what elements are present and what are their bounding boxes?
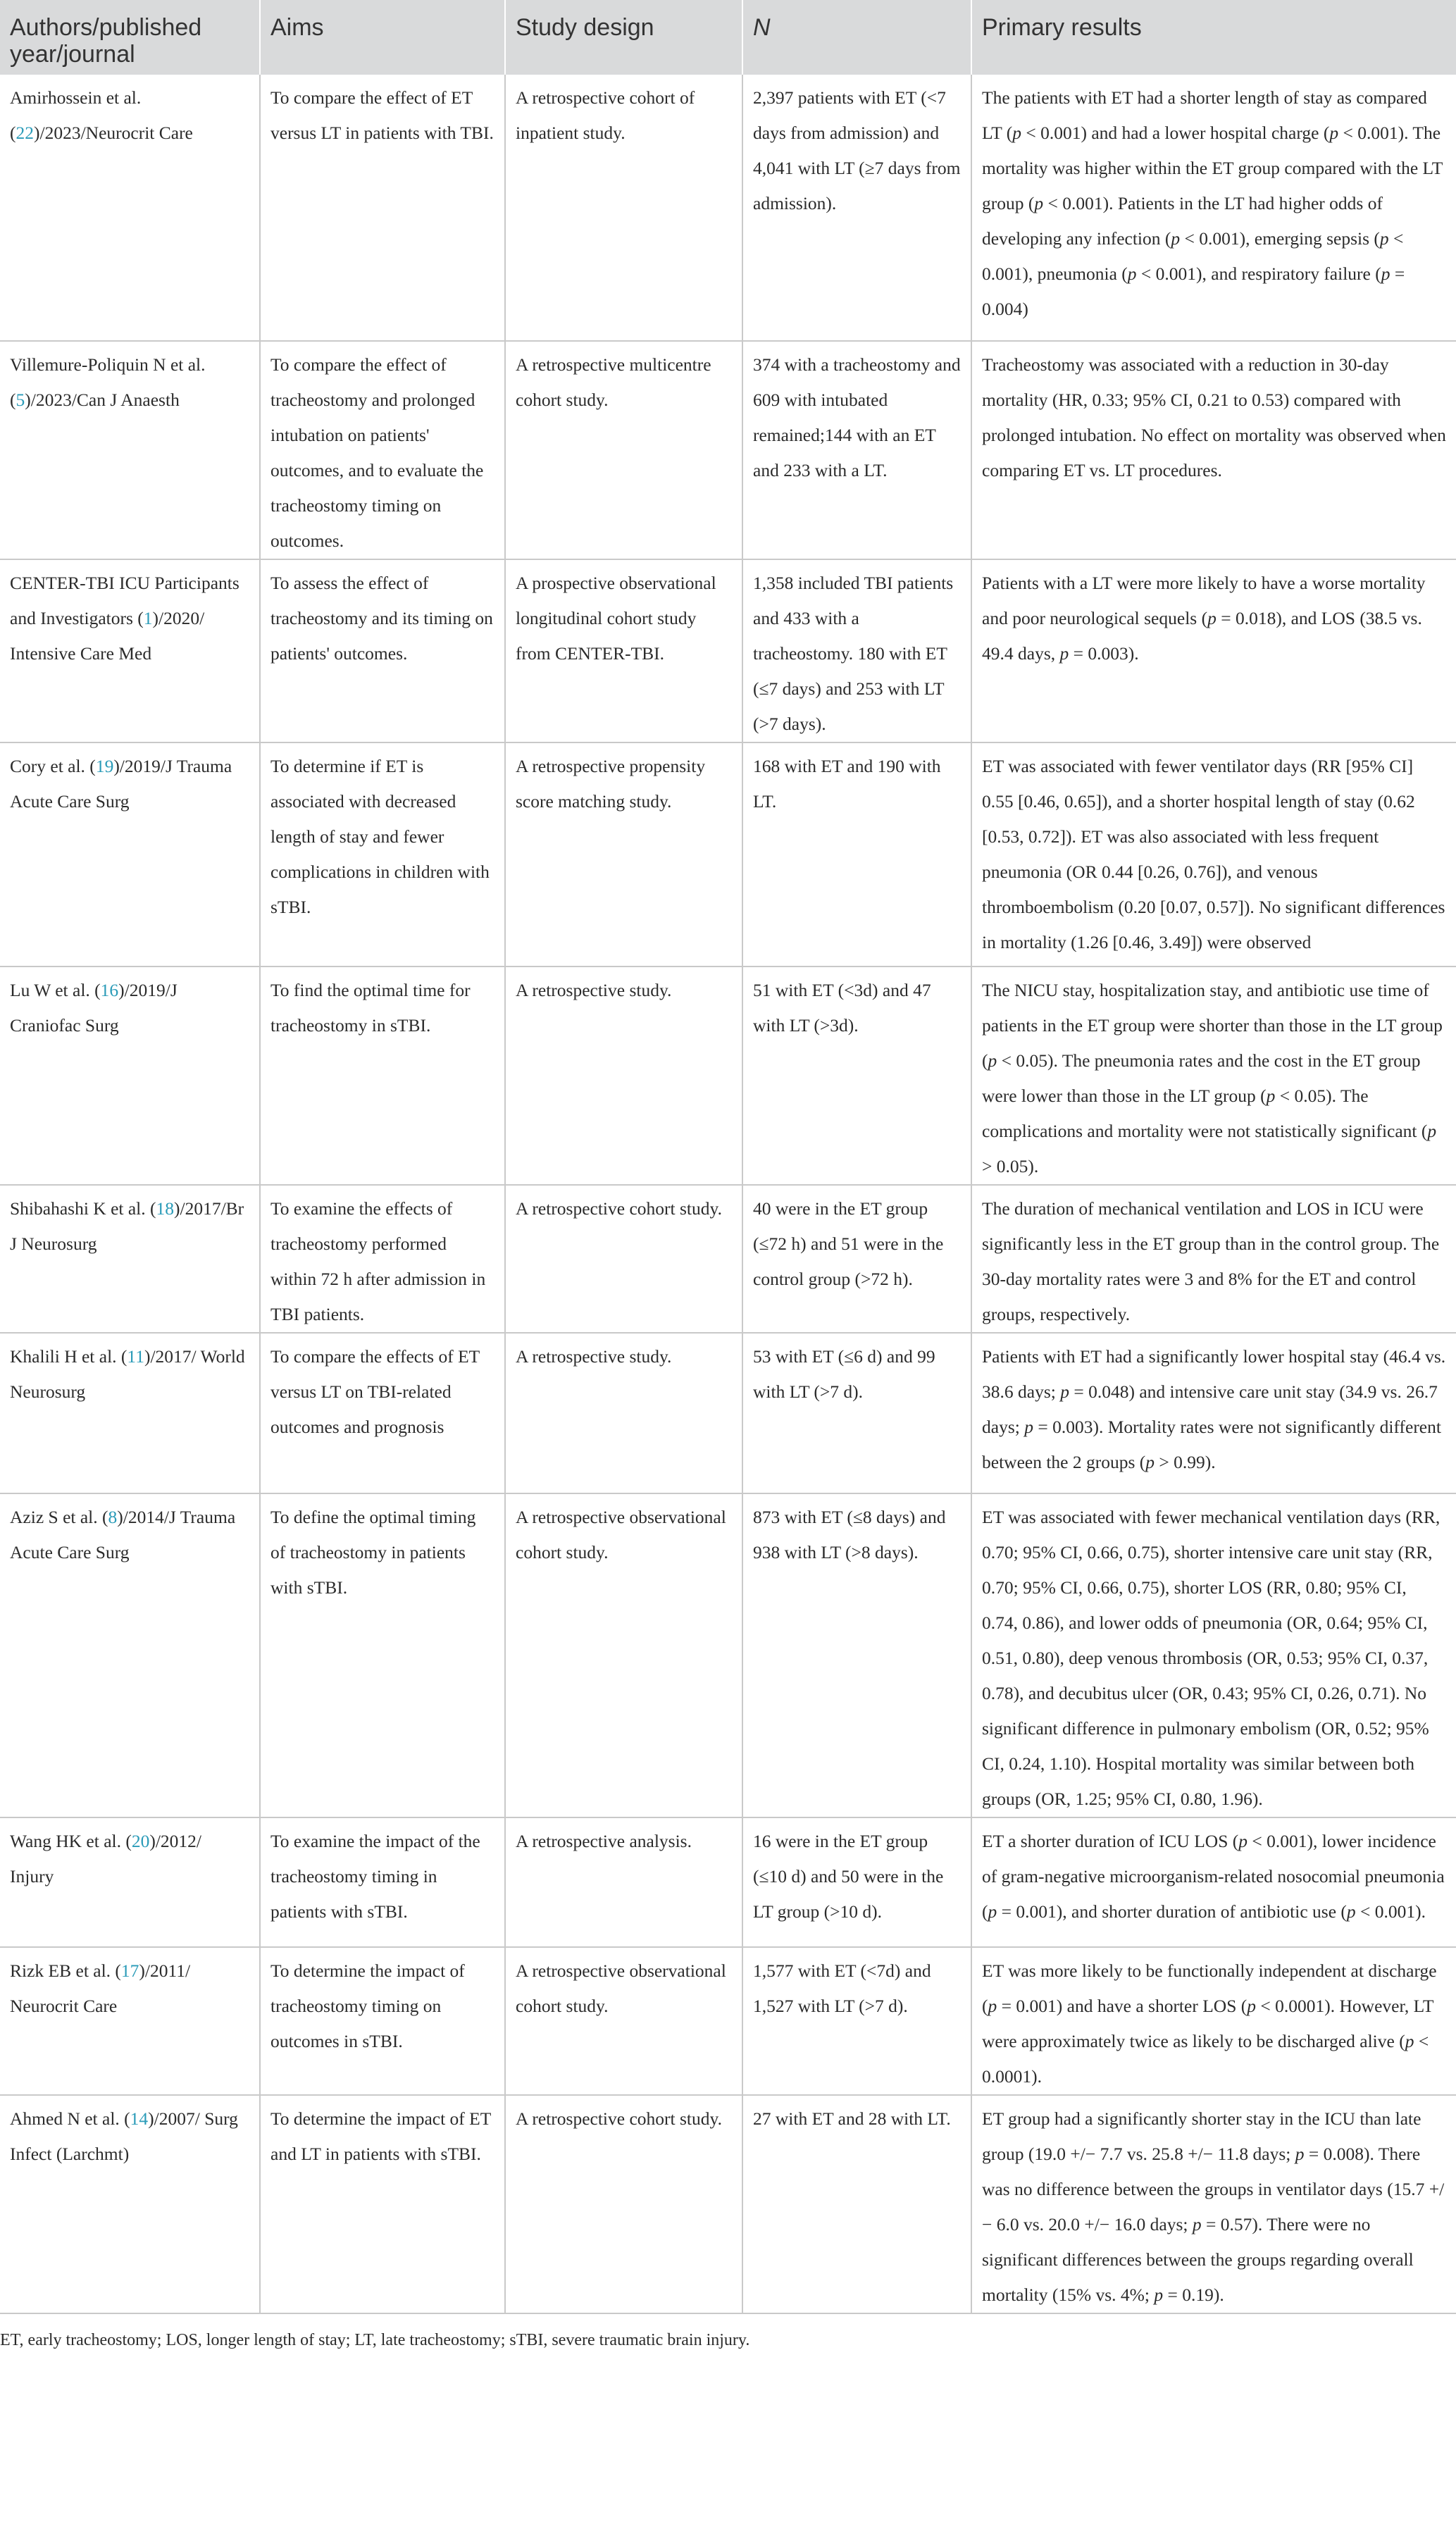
col-header-n: N — [742, 0, 971, 75]
cell-design: A retrospective cohort study. — [505, 2095, 742, 2313]
cell-author — [0, 559, 260, 742]
cell-aims: To examine the effects of tracheostomy performed within 72 h after admission in TBI patients. — [260, 1185, 505, 1333]
cell-aims: To define the optimal timing of tracheostomy in patients with sTBI. — [260, 1493, 505, 1817]
cell-n: 873 with ET (≤8 days) and 938 with LT (>8 days). — [742, 1493, 971, 1817]
cell-design: A retrospective study. — [505, 1333, 742, 1493]
cell-aims: To find the optimal time for tracheostomy in sTBI. — [260, 966, 505, 1185]
reference-link[interactable]: 1 — [143, 608, 153, 628]
cell-results: ET was associated with fewer ventilator days (RR [95% CI] 0.55 [0.46, 0.65]), and a shorter hospital length of stay (0.62 [0.53, 0.72]). ET was also associated with less frequent pneumonia (OR 0.44 [0.26, 0.76]), and venous thromboembolism (0.20 [0.07, 0.57]). No significant differences in mortality (1.26 [0.46, 3.49]) were observed — [971, 742, 1456, 966]
reference-link[interactable]: 11 — [127, 1346, 144, 1367]
author-journal-text: )/2012/ Injury — [10, 1831, 202, 1887]
author-journal-text: )/2023/Neurocrit Care — [34, 123, 193, 143]
cell-results: Patients with ET had a significantly lower hospital stay (46.4 vs. 38.6 days; p = 0.048) and intensive care unit stay (34.9 vs. 26.7 days; p = 0.003). Mortality rates were not significantly different between the 2 groups (p > 0.99). — [971, 1333, 1456, 1493]
author-text: Amirhossein et al. ( — [10, 87, 142, 143]
author-journal-text: )/2011/ Neurocrit Care — [10, 1960, 191, 2016]
author-text: Rizk EB et al. ( — [10, 1960, 121, 1981]
table-row — [0, 2095, 1456, 2313]
reference-link[interactable]: 17 — [120, 1960, 139, 1981]
cell-n: 27 with ET and 28 with LT. — [742, 2095, 971, 2313]
author-text: Khalili H et al. ( — [10, 1346, 127, 1367]
cell-n: 168 with ET and 190 with LT. — [742, 742, 971, 966]
author-text: Aziz S et al. ( — [10, 1507, 108, 1527]
cell-results: The duration of mechanical ventilation and LOS in ICU were significantly less in the ET group than in the control group. The 30-day mortality rates were 3 and 8% for the ET and control groups, respectively. — [971, 1185, 1456, 1333]
reference-link[interactable]: 16 — [100, 980, 119, 1000]
cell-results: ET was more likely to be functionally independent at discharge (p = 0.001) and have a shorter LOS (p < 0.0001). However, LT were approximately twice as likely to be discharged alive (p < 0.0001). — [971, 1947, 1456, 2095]
table-row — [0, 742, 1456, 966]
cell-results: ET was associated with fewer mechanical ventilation days (RR, 0.70; 95% CI, 0.66, 0.75), shorter intensive care unit stay (RR, 0.70; 95% CI, 0.66, 0.75), shorter LOS (RR, 0.80; 95% CI, 0.74, 0.86), and lower odds of pneumonia (OR, 0.64; 95% CI, 0.51, 0.80), deep venous thrombosis (OR, 0.53; 95% CI, 0.37, 0.78), and decubitus ulcer (OR, 0.43; 95% CI, 0.26, 0.71). No significant difference in pulmonary embolism (OR, 0.52; 95% CI, 0.24, 1.10). Hospital mortality was similar between both groups (OR, 1.25; 95% CI, 0.80, 1.96). — [971, 1493, 1456, 1817]
cell-design: A prospective observational longitudinal cohort study from CENTER-TBI. — [505, 559, 742, 742]
table-row — [0, 559, 1456, 742]
cell-author — [0, 1493, 260, 1817]
reference-link[interactable]: 18 — [156, 1198, 174, 1219]
cell-author — [0, 1333, 260, 1493]
author-text: CENTER-TBI ICU Participants and Investigators ( — [10, 573, 239, 628]
author-text: Ahmed N et al. ( — [10, 2108, 130, 2129]
reference-link[interactable]: 5 — [15, 390, 25, 410]
cell-design: A retrospective propensity score matching study. — [505, 742, 742, 966]
author-text: Villemure-Poliquin N et al. ( — [10, 354, 206, 410]
cell-design: A retrospective cohort study. — [505, 1185, 742, 1333]
col-header-design: Study design — [505, 0, 742, 75]
cell-author — [0, 75, 260, 341]
cell-aims: To determine the impact of tracheostomy timing on outcomes in sTBI. — [260, 1947, 505, 2095]
reference-link[interactable]: 14 — [130, 2108, 149, 2129]
table-row — [0, 341, 1456, 559]
cell-results: Patients with a LT were more likely to have a worse mortality and poor neurological sequels (p = 0.018), and LOS (38.5 vs. 49.4 days, p = 0.003). — [971, 559, 1456, 742]
cell-author — [0, 1947, 260, 2095]
table-row — [0, 966, 1456, 1185]
cell-design: A retrospective multicentre cohort study. — [505, 341, 742, 559]
cell-author — [0, 341, 260, 559]
cell-n: 1,577 with ET (<7d) and 1,527 with LT (>7 d). — [742, 1947, 971, 2095]
cell-n: 2,397 patients with ET (<7 days from admission) and 4,041 with LT (≥7 days from admission). — [742, 75, 971, 341]
reference-link[interactable]: 8 — [108, 1507, 118, 1527]
cell-aims: To compare the effects of ET versus LT on TBI-related outcomes and prognosis — [260, 1333, 505, 1493]
author-journal-text: )/2019/J Craniofac Surg — [10, 980, 178, 1036]
table-row — [0, 1185, 1456, 1333]
cell-results: The NICU stay, hospitalization stay, and antibiotic use time of patients in the ET group were shorter than those in the LT group (p < 0.05). The pneumonia rates and the cost in the ET group were lower than those in the LT group (p < 0.05). The complications and mortality were not statistically significant (p > 0.05). — [971, 966, 1456, 1185]
header-row — [0, 0, 1456, 75]
author-journal-text: )/2020/ Intensive Care Med — [10, 608, 205, 664]
table-row — [0, 1817, 1456, 1947]
author-text: Shibahashi K et al. ( — [10, 1198, 156, 1219]
author-journal-text: )/2023/Can J Anaesth — [25, 390, 180, 410]
author-journal-text: )/2017/ World Neurosurg — [10, 1346, 245, 1402]
cell-author — [0, 1817, 260, 1947]
author-text: Lu W et al. ( — [10, 980, 101, 1000]
cell-aims: To compare the effect of tracheostomy and prolonged intubation on patients' outcomes, and to evaluate the tracheostomy timing on outcomes. — [260, 341, 505, 559]
cell-design: A retrospective study. — [505, 966, 742, 1185]
cell-design: A retrospective cohort of inpatient study. — [505, 75, 742, 341]
col-header-aims: Aims — [260, 0, 505, 75]
cell-n: 1,358 included TBI patients and 433 with a tracheostomy. 180 with ET (≤7 days) and 253 with LT (>7 days). — [742, 559, 971, 742]
cell-author — [0, 2095, 260, 2313]
cell-results: Tracheostomy was associated with a reduction in 30-day mortality (HR, 0.33; 95% CI, 0.21 to 0.53) compared with prolonged intubation. No effect on mortality was observed when comparing ET vs. LT procedures. — [971, 341, 1456, 559]
author-text: Cory et al. ( — [10, 756, 96, 776]
author-journal-text: )/2014/J Trauma Acute Care Surg — [10, 1507, 236, 1562]
table-row — [0, 1333, 1456, 1493]
author-journal-text: )/2017/Br J Neurosurg — [10, 1198, 244, 1254]
cell-results: ET a shorter duration of ICU LOS (p < 0.001), lower incidence of gram-negative microorganism-related nosocomial pneumonia (p = 0.001), and shorter duration of antibiotic use (p < 0.001). — [971, 1817, 1456, 1947]
cell-n: 16 were in the ET group (≤10 d) and 50 were in the LT group (>10 d). — [742, 1817, 971, 1947]
reference-link[interactable]: 19 — [95, 756, 114, 776]
cell-n: 53 with ET (≤6 d) and 99 with LT (>7 d). — [742, 1333, 971, 1493]
author-journal-text: )/2007/ Surg Infect (Larchmt) — [10, 2108, 238, 2164]
author-text: Wang HK et al. ( — [10, 1831, 132, 1851]
cell-aims: To examine the impact of the tracheostomy timing in patients with sTBI. — [260, 1817, 505, 1947]
reference-link[interactable]: 22 — [15, 123, 34, 143]
cell-aims: To determine if ET is associated with decreased length of stay and fewer complications in children with sTBI. — [260, 742, 505, 966]
table-row — [0, 1493, 1456, 1817]
cell-results: The patients with ET had a shorter length of stay as compared LT (p < 0.001) and had a lower hospital charge (p < 0.001). The mortality was higher within the ET group compared with the LT group (p < 0.001). Patients in the LT had higher odds of developing any infection (p < 0.001), emerging sepsis (p < 0.001), pneumonia (p < 0.001), and respiratory failure (p = 0.004) — [971, 75, 1456, 341]
cell-aims: To compare the effect of ET versus LT in patients with TBI. — [260, 75, 505, 341]
cell-n: 51 with ET (<3d) and 47 with LT (>3d). — [742, 966, 971, 1185]
cell-aims: To assess the effect of tracheostomy and its timing on patients' outcomes. — [260, 559, 505, 742]
cell-design: A retrospective observational cohort study. — [505, 1493, 742, 1817]
cell-aims: To determine the impact of ET and LT in patients with sTBI. — [260, 2095, 505, 2313]
reference-link[interactable]: 20 — [131, 1831, 150, 1851]
cell-author — [0, 1185, 260, 1333]
cell-design: A retrospective analysis. — [505, 1817, 742, 1947]
table-row — [0, 75, 1456, 341]
table-row — [0, 1947, 1456, 2095]
author-journal-text: )/2019/J Trauma Acute Care Surg — [10, 756, 232, 812]
cell-results: ET group had a significantly shorter stay in the ICU than late group (19.0 +/− 7.7 vs. 25.8 +/− 11.8 days; p = 0.008). There was no difference between the groups in ventilator days (15.7 +/− 6.0 vs. 20.0 +/− 16.0 days; p = 0.57). There were no significant differences between the groups regarding overall mortality (15% vs. 4%; p = 0.19). — [971, 2095, 1456, 2313]
cell-author — [0, 966, 260, 1185]
cell-author — [0, 742, 260, 966]
col-header-authors: Authors/published year/journal — [0, 0, 260, 75]
col-header-results: Primary results — [971, 0, 1456, 75]
table-body — [0, 75, 1456, 2313]
table-footnote: ET, early tracheostomy; LOS, longer length of stay; LT, late tracheostomy; sTBI, severe traumatic brain injury. — [0, 2331, 750, 2349]
cell-design: A retrospective observational cohort study. — [505, 1947, 742, 2095]
cell-n: 374 with a tracheostomy and 609 with intubated remained;144 with an ET and 233 with a LT. — [742, 341, 971, 559]
cell-n: 40 were in the ET group (≤72 h) and 51 were in the control group (>72 h). — [742, 1185, 971, 1333]
